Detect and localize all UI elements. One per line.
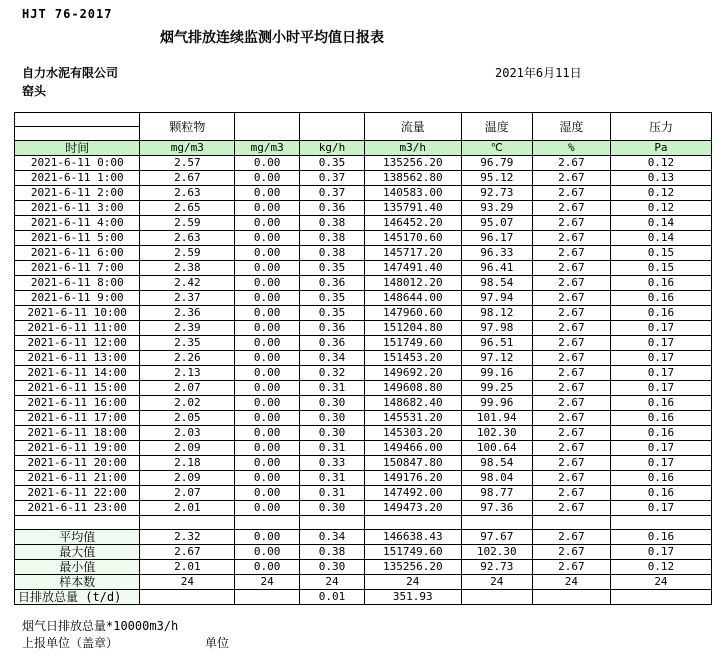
header-particulate: 颗粒物 [140,113,235,141]
value-cell: 0.17 [610,501,711,516]
value-cell: 0.00 [235,366,300,381]
value-cell: 99.96 [461,396,532,411]
value-cell: 151453.20 [364,351,461,366]
value-cell: 0.30 [300,426,365,441]
value-cell: 149608.80 [364,381,461,396]
value-cell: 147960.60 [364,306,461,321]
summary-value-cell: 24 [532,575,610,590]
value-cell: 145303.20 [364,426,461,441]
spacer-cell [610,516,711,530]
summary-value-cell: 0.30 [300,560,365,575]
time-cell: 2021-6-11 6:00 [15,246,140,261]
summary-value-cell: 0.38 [300,545,365,560]
summary-value-cell [235,590,300,605]
unit-m3h: m3/h [364,141,461,156]
header-empty-bottom [15,127,140,141]
value-cell: 97.98 [461,321,532,336]
value-cell: 2.42 [140,276,235,291]
time-cell: 2021-6-11 3:00 [15,201,140,216]
value-cell: 0.36 [300,201,365,216]
summary-value-cell [610,590,711,605]
value-cell: 98.54 [461,276,532,291]
monitoring-site: 窑头 [22,84,47,98]
table-row [15,201,712,216]
value-cell: 0.35 [300,306,365,321]
summary-value-cell: 2.67 [532,530,610,545]
value-cell: 99.16 [461,366,532,381]
table-row [15,426,712,441]
summary-value-cell: 0.00 [235,560,300,575]
value-cell: 2.35 [140,336,235,351]
value-cell: 0.00 [235,411,300,426]
summary-value-cell: 24 [461,575,532,590]
header-empty-top [15,113,140,127]
value-cell: 0.16 [610,411,711,426]
value-cell: 145531.20 [364,411,461,426]
value-cell: 0.17 [610,351,711,366]
value-cell: 2.67 [532,276,610,291]
summary-value-cell: 2.32 [140,530,235,545]
value-cell: 2.59 [140,216,235,231]
header-temperature: 温度 [461,113,532,141]
spacer-cell [532,516,610,530]
summary-value-cell: 24 [610,575,711,590]
summary-row [15,575,712,590]
unit-percent: % [532,141,610,156]
unit-pa: Pa [610,141,711,156]
group-header-row [15,113,712,127]
value-cell: 2.67 [532,426,610,441]
unit-kgh: kg/h [300,141,365,156]
value-cell: 2.67 [532,156,610,171]
table-row [15,186,712,201]
value-cell: 147491.40 [364,261,461,276]
value-cell: 0.00 [235,336,300,351]
value-cell: 0.16 [610,426,711,441]
value-cell: 97.36 [461,501,532,516]
value-cell: 0.00 [235,306,300,321]
value-cell: 100.64 [461,441,532,456]
header-pressure: 压力 [610,113,711,141]
value-cell: 0.17 [610,336,711,351]
time-cell: 2021-6-11 16:00 [15,396,140,411]
time-cell: 2021-6-11 14:00 [15,366,140,381]
table-row [15,471,712,486]
value-cell: 2.67 [532,186,610,201]
value-cell: 149466.00 [364,441,461,456]
value-cell: 102.30 [461,426,532,441]
value-cell: 2.18 [140,456,235,471]
value-cell: 0.00 [235,261,300,276]
summary-value-cell: 0.34 [300,530,365,545]
header-empty-col4 [300,113,365,141]
value-cell: 0.36 [300,336,365,351]
value-cell: 2.05 [140,411,235,426]
table-row [15,321,712,336]
value-cell: 135256.20 [364,156,461,171]
value-cell: 0.00 [235,486,300,501]
value-cell: 0.00 [235,171,300,186]
time-cell: 2021-6-11 1:00 [15,171,140,186]
summary-value-cell: 0.00 [235,530,300,545]
spacer-cell [235,516,300,530]
summary-value-cell: 102.30 [461,545,532,560]
time-cell: 2021-6-11 23:00 [15,501,140,516]
value-cell: 2.67 [140,171,235,186]
value-cell: 0.00 [235,351,300,366]
time-cell: 2021-6-11 10:00 [15,306,140,321]
value-cell: 2.67 [532,336,610,351]
value-cell: 0.16 [610,396,711,411]
summary-value-cell: 24 [235,575,300,590]
unit-celsius: ℃ [461,141,532,156]
value-cell: 0.35 [300,291,365,306]
value-cell: 0.31 [300,486,365,501]
time-cell: 2021-6-11 9:00 [15,291,140,306]
value-cell: 95.07 [461,216,532,231]
value-cell: 0.32 [300,366,365,381]
value-cell: 0.13 [610,171,711,186]
table-row [15,276,712,291]
table-row [15,456,712,471]
value-cell: 2.38 [140,261,235,276]
value-cell: 0.17 [610,381,711,396]
value-cell: 2.67 [532,471,610,486]
value-cell: 0.00 [235,231,300,246]
value-cell: 149692.20 [364,366,461,381]
value-cell: 0.31 [300,381,365,396]
value-cell: 145717.20 [364,246,461,261]
summary-value-cell: 0.00 [235,545,300,560]
time-cell: 2021-6-11 22:00 [15,486,140,501]
value-cell: 0.16 [610,306,711,321]
value-cell: 99.25 [461,381,532,396]
value-cell: 0.31 [300,441,365,456]
time-cell: 2021-6-11 17:00 [15,411,140,426]
value-cell: 2.09 [140,441,235,456]
table-row [15,396,712,411]
time-cell: 2021-6-11 7:00 [15,261,140,276]
table-row [15,351,712,366]
summary-row [15,590,712,605]
value-cell: 0.34 [300,351,365,366]
value-cell: 96.79 [461,156,532,171]
time-cell: 2021-6-11 11:00 [15,321,140,336]
value-cell: 101.94 [461,411,532,426]
value-cell: 2.63 [140,186,235,201]
value-cell: 0.33 [300,456,365,471]
value-cell: 0.16 [610,486,711,501]
value-cell: 0.30 [300,501,365,516]
summary-value-cell: 92.73 [461,560,532,575]
time-cell: 2021-6-11 18:00 [15,426,140,441]
value-cell: 96.41 [461,261,532,276]
value-cell: 2.36 [140,306,235,321]
value-cell: 0.17 [610,456,711,471]
value-cell: 150847.80 [364,456,461,471]
value-cell: 0.15 [610,246,711,261]
value-cell: 2.07 [140,381,235,396]
value-cell: 2.39 [140,321,235,336]
header-humidity: 湿度 [532,113,610,141]
table-row [15,216,712,231]
value-cell: 97.12 [461,351,532,366]
table-row [15,501,712,516]
table-row [15,366,712,381]
summary-value-cell: 351.93 [364,590,461,605]
value-cell: 0.36 [300,321,365,336]
value-cell: 2.02 [140,396,235,411]
value-cell: 2.09 [140,471,235,486]
summary-value-cell: 24 [300,575,365,590]
value-cell: 0.17 [610,366,711,381]
time-cell: 2021-6-11 4:00 [15,216,140,231]
value-cell: 2.67 [532,441,610,456]
summary-value-cell: 2.67 [532,545,610,560]
footnote-report-unit: 上报单位（盖章） [22,636,119,650]
value-cell: 0.35 [300,156,365,171]
summary-value-cell: 146638.43 [364,530,461,545]
value-cell: 2.63 [140,231,235,246]
value-cell: 96.17 [461,231,532,246]
value-cell: 2.67 [532,381,610,396]
unit-header-row [15,141,712,156]
value-cell: 0.00 [235,246,300,261]
value-cell: 0.36 [300,276,365,291]
value-cell: 96.33 [461,246,532,261]
value-cell: 2.67 [532,486,610,501]
value-cell: 0.00 [235,396,300,411]
summary-value-cell: 0.12 [610,560,711,575]
value-cell: 0.14 [610,216,711,231]
spacer-row [15,516,712,530]
value-cell: 2.59 [140,246,235,261]
value-cell: 2.03 [140,426,235,441]
value-cell: 0.00 [235,471,300,486]
value-cell: 2.67 [532,171,610,186]
unit-mgm3-2: mg/m3 [235,141,300,156]
header-empty-col3 [235,113,300,141]
value-cell: 2.67 [532,231,610,246]
value-cell: 2.13 [140,366,235,381]
value-cell: 148012.20 [364,276,461,291]
value-cell: 0.38 [300,216,365,231]
summary-value-cell: 24 [140,575,235,590]
value-cell: 2.57 [140,156,235,171]
report-title: 烟气排放连续监测小时平均值日报表 [160,30,384,46]
standard-code: HJT 76-2017 [22,7,113,21]
value-cell: 0.00 [235,426,300,441]
value-cell: 0.00 [235,186,300,201]
value-cell: 0.14 [610,231,711,246]
value-cell: 92.73 [461,186,532,201]
time-cell: 2021-6-11 19:00 [15,441,140,456]
value-cell: 0.00 [235,456,300,471]
value-cell: 93.29 [461,201,532,216]
value-cell: 0.37 [300,171,365,186]
value-cell: 0.16 [610,471,711,486]
value-cell: 2.67 [532,411,610,426]
value-cell: 2.67 [532,396,610,411]
spacer-cell [364,516,461,530]
value-cell: 2.67 [532,291,610,306]
summary-value-cell: 0.17 [610,545,711,560]
value-cell: 2.67 [532,246,610,261]
value-cell: 2.01 [140,501,235,516]
time-cell: 2021-6-11 13:00 [15,351,140,366]
value-cell: 98.04 [461,471,532,486]
header-flow: 流量 [364,113,461,141]
value-cell: 2.67 [532,216,610,231]
value-cell: 98.12 [461,306,532,321]
value-cell: 0.12 [610,201,711,216]
value-cell: 0.38 [300,231,365,246]
value-cell: 0.00 [235,381,300,396]
value-cell: 96.51 [461,336,532,351]
value-cell: 147492.00 [364,486,461,501]
summary-label: 最小值 [15,560,140,575]
summary-value-cell: 97.67 [461,530,532,545]
value-cell: 2.67 [532,321,610,336]
value-cell: 2.37 [140,291,235,306]
value-cell: 0.00 [235,321,300,336]
value-cell: 0.35 [300,261,365,276]
value-cell: 151749.60 [364,336,461,351]
summary-row [15,530,712,545]
value-cell: 0.12 [610,186,711,201]
summary-label: 平均值 [15,530,140,545]
value-cell: 2.67 [532,501,610,516]
table-row [15,156,712,171]
table-row [15,231,712,246]
value-cell: 0.00 [235,156,300,171]
table-row [15,336,712,351]
value-cell: 140583.00 [364,186,461,201]
time-cell: 2021-6-11 5:00 [15,231,140,246]
value-cell: 0.00 [235,291,300,306]
time-cell: 2021-6-11 21:00 [15,471,140,486]
value-cell: 0.17 [610,441,711,456]
time-cell: 2021-6-11 0:00 [15,156,140,171]
value-cell: 2.67 [532,261,610,276]
header-time: 时间 [15,141,140,156]
spacer-cell [461,516,532,530]
value-cell: 97.94 [461,291,532,306]
emission-data-table [14,112,712,605]
value-cell: 95.12 [461,171,532,186]
summary-value-cell: 135256.20 [364,560,461,575]
value-cell: 2.67 [532,366,610,381]
value-cell: 0.00 [235,501,300,516]
spacer-cell [140,516,235,530]
table-row [15,306,712,321]
summary-label: 样本数 [15,575,140,590]
value-cell: 0.12 [610,156,711,171]
value-cell: 0.15 [610,261,711,276]
company-name: 自力水泥有限公司 [22,66,119,80]
summary-value-cell [140,590,235,605]
value-cell: 0.00 [235,441,300,456]
value-cell: 2.67 [532,456,610,471]
summary-label: 最大值 [15,545,140,560]
summary-value-cell: 151749.60 [364,545,461,560]
summary-value-cell: 0.16 [610,530,711,545]
summary-value-cell: 2.67 [140,545,235,560]
value-cell: 135791.40 [364,201,461,216]
footnote-unit: 单位 [205,636,230,650]
value-cell: 0.38 [300,246,365,261]
time-cell: 2021-6-11 8:00 [15,276,140,291]
value-cell: 2.26 [140,351,235,366]
value-cell: 149176.20 [364,471,461,486]
value-cell: 146452.20 [364,216,461,231]
value-cell: 138562.80 [364,171,461,186]
table-row [15,441,712,456]
summary-row [15,560,712,575]
value-cell: 149473.20 [364,501,461,516]
value-cell: 98.77 [461,486,532,501]
value-cell: 0.30 [300,411,365,426]
summary-value-cell: 24 [364,575,461,590]
table-row [15,291,712,306]
value-cell: 0.00 [235,201,300,216]
value-cell: 2.65 [140,201,235,216]
value-cell: 0.16 [610,291,711,306]
value-cell: 0.31 [300,471,365,486]
time-cell: 2021-6-11 20:00 [15,456,140,471]
table-row [15,171,712,186]
value-cell: 0.17 [610,321,711,336]
value-cell: 2.67 [532,306,610,321]
value-cell: 145170.60 [364,231,461,246]
summary-label: 日排放总量 (t/d) [15,590,140,605]
footnote-total-emission: 烟气日排放总量*10000m3/h [22,619,179,633]
summary-value-cell: 0.01 [300,590,365,605]
table-row [15,486,712,501]
time-cell: 2021-6-11 12:00 [15,336,140,351]
table-row [15,381,712,396]
value-cell: 148682.40 [364,396,461,411]
report-date: 2021年6月11日 [495,66,582,80]
unit-mgm3-1: mg/m3 [140,141,235,156]
summary-value-cell [532,590,610,605]
value-cell: 151204.80 [364,321,461,336]
time-cell: 2021-6-11 15:00 [15,381,140,396]
summary-value-cell: 2.01 [140,560,235,575]
summary-value-cell [461,590,532,605]
value-cell: 148644.00 [364,291,461,306]
spacer-cell [300,516,365,530]
summary-value-cell: 2.67 [532,560,610,575]
table-row [15,261,712,276]
value-cell: 0.30 [300,396,365,411]
value-cell: 0.00 [235,276,300,291]
summary-row [15,545,712,560]
spacer-cell [15,516,140,530]
value-cell: 2.07 [140,486,235,501]
value-cell: 0.16 [610,276,711,291]
value-cell: 2.67 [532,201,610,216]
value-cell: 0.00 [235,216,300,231]
value-cell: 0.37 [300,186,365,201]
value-cell: 2.67 [532,351,610,366]
table-row [15,411,712,426]
table-row [15,246,712,261]
value-cell: 98.54 [461,456,532,471]
time-cell: 2021-6-11 2:00 [15,186,140,201]
